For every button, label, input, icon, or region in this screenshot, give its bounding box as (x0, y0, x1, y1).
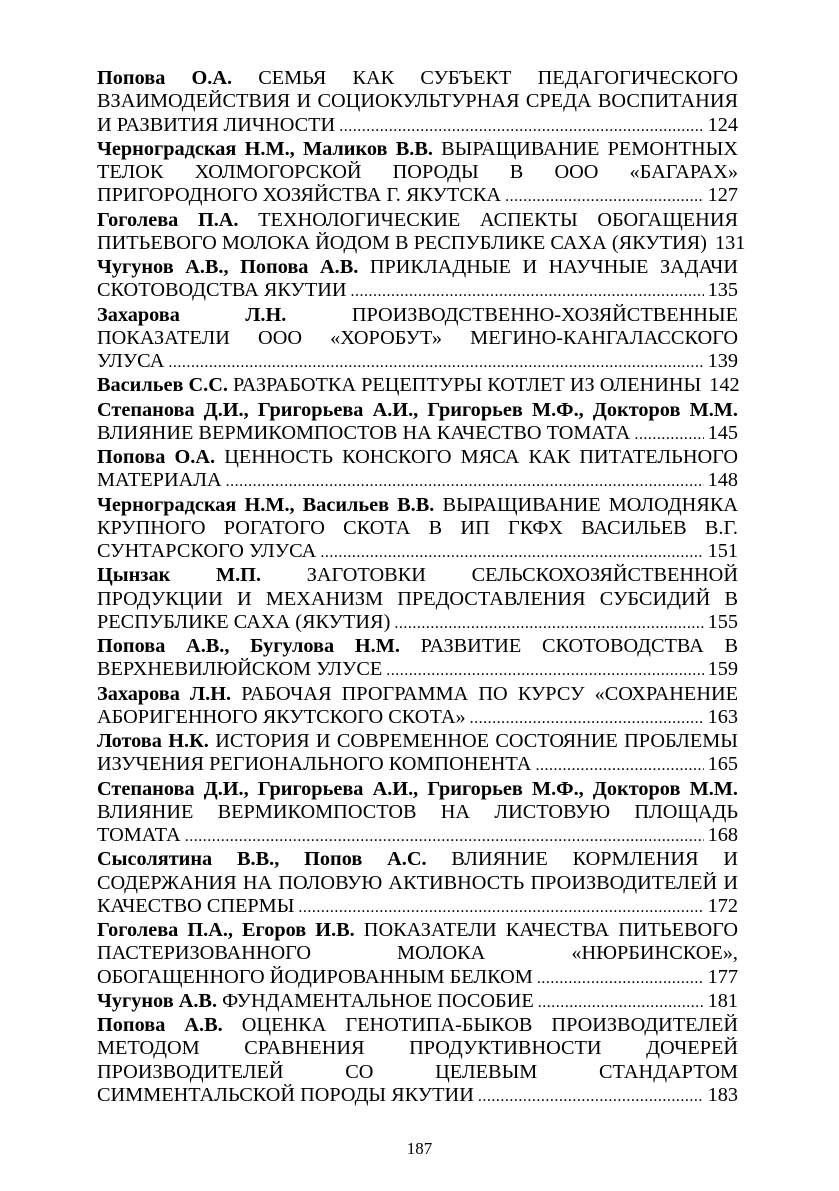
toc-entry-last-line: СИММЕНТАЛЬСКОЙ ПОРОДЫ ЯКУТИИ ..... 183 (97, 1084, 738, 1108)
toc-title-line: Гоголева П.А. ТЕХНОЛОГИЧЕСКИЕ АСПЕКТЫ ОБОГАЩЕНИЯ (97, 208, 738, 231)
toc-entry (97, 256, 738, 304)
toc-entry-last-line: ПРИГОРОДНОГО ХОЗЯЙСТВА Г. ЯКУТСКА ..... 127 (97, 184, 738, 208)
toc-entry-last-line: ИЗУЧЕНИЯ РЕГИОНАЛЬНОГО КОМПОНЕНТА ..... 165 (97, 753, 738, 777)
toc-title-line: Черноградская Н.М., Васильев В.В. ВЫРАЩИВАНИЕ МОЛОДНЯКА (97, 493, 739, 516)
toc-entry-last-line: МАТЕРИАЛА ..... 148 (97, 469, 738, 493)
toc-title-line: Попова А.В. ОЦЕНКА ГЕНОТИПА-БЫКОВ ПРОИЗВОДИТЕЛЕЙ (97, 1014, 738, 1036)
toc-entry-title (97, 730, 738, 753)
toc-entry (97, 494, 738, 565)
toc-entry-last-line: И РАЗВИТИЯ ЛИЧНОСТИ ..... 124 (97, 114, 738, 138)
toc-entry (97, 399, 738, 447)
toc-entry-authors: Черноградская Н.М., Маликов В.В. (97, 137, 433, 160)
toc-entry-authors: Васильев С.С. (97, 374, 228, 397)
toc-entry (97, 446, 738, 494)
toc-entry (97, 67, 738, 138)
toc-entry (97, 564, 738, 635)
toc-entry-last-line: ПИТЬЕВОГО МОЛОКА ЙОДОМ В РЕСПУБЛИКЕ САХА (ЯКУТИЯ) 131 (97, 231, 746, 254)
toc-page-number: 159 (707, 658, 738, 681)
toc-page-number: 172 (707, 894, 738, 917)
toc-title-line: СОДЕРЖАНИЯ НА ПОЛОВУЮ АКТИВНОСТЬ ПРОИЗВОДИТЕЛЕЙ И (97, 871, 738, 894)
table-of-contents (97, 67, 746, 1108)
toc-entry-authors: Попова А.В. (97, 1014, 223, 1036)
toc-title-line: ПОКАЗАТЕЛИ ООО «ХОРОБУТ» МЕГИНО-КАНГАЛАССКОГО (97, 326, 738, 349)
toc-entry (97, 635, 738, 683)
toc-entry-title (97, 209, 738, 232)
toc-entry-title (97, 67, 738, 114)
toc-title-line: ПАСТЕРИЗОВАННОГО МОЛОКА «НЮРБИНСКОЕ», (97, 942, 738, 965)
toc-entry-last-line: ВЕРХНЕВИЛЮЙСКОМ УЛУСЕ ..... 159 (97, 658, 738, 682)
toc-entry (97, 374, 738, 398)
toc-title-line: Захарова Л.Н. ПРОИЗВОДСТВЕННО-ХОЗЯЙСТВЕННЫЕ (97, 303, 738, 326)
toc-entry-last-line: ТОМАТА ..... 168 (97, 824, 738, 848)
toc-entry-last-line: УЛУСА ..... 139 (97, 350, 738, 374)
toc-title-line: Черноградская Н.М., Маликов В.В. ВЫРАЩИВАНИЕ РЕМОНТНЫХ (97, 137, 738, 160)
dot-leader (339, 115, 703, 138)
toc-page-number: 142 (709, 374, 740, 397)
toc-entry (97, 848, 738, 919)
toc-page-number: 177 (707, 965, 738, 988)
toc-page-number: 151 (707, 540, 738, 562)
toc-entry-title (97, 919, 738, 966)
toc-entry-authors: Чугунов А.В., Попова А.В. (97, 256, 359, 278)
toc-entry-authors: Сысолятина В.В., Попов А.С. (97, 848, 427, 871)
toc-page-number: 168 (707, 824, 738, 846)
toc-page-number: 165 (707, 753, 738, 776)
toc-title-line: Степанова Д.И., Григорьева А.И., Григорьев М.Ф., Докторов М.М. ВЛИЯНИЕ ВЕРМИКОМПОСТОВ НА ЛИСТОВУЮ ПЛОЩАДЬ (97, 777, 738, 823)
toc-title-line: Чугунов А.В., Попова А.В. ПРИКЛАДНЫЕ И НАУЧНЫЕ ЗАДАЧИ (97, 256, 738, 278)
dot-leader (538, 991, 704, 1014)
toc-title-line: Попова О.А. ЦЕННОСТЬ КОНСКОГО МЯСА КАК ПИТАТЕЛЬНОГО (97, 446, 738, 468)
toc-title-line: КРУПНОГО РОГАТОГО СКОТА В ИП ГКФХ ВАСИЛЬЕВ В.Г. (97, 516, 738, 539)
page-number: 187 (406, 1139, 433, 1158)
toc-entry (97, 304, 738, 375)
toc-title-line: Захарова Л.Н. РАБОЧАЯ ПРОГРАММА ПО КУРСУ «СОХРАНЕНИЕ (97, 682, 739, 705)
toc-entry-title (97, 138, 738, 185)
toc-entry-authors: Попова А.В., Бугулова Н.М. (97, 635, 400, 657)
toc-entry-title (97, 304, 738, 351)
toc-title-line: Попова О.А. СЕМЬЯ КАК СУБЪЕКТ ПЕДАГОГИЧЕСКОГО (97, 67, 738, 89)
toc-entry (97, 208, 746, 257)
toc-entry-last-line: Чугунов А.В. ФУНДАМЕНТАЛЬНОЕ ПОСОБИЕ ..... 181 (97, 990, 738, 1014)
toc-entry-authors: Чугунов А.В. (97, 989, 218, 1012)
toc-entry-authors: Лотова Н.К. (97, 730, 209, 752)
toc-page-number: 183 (707, 1083, 738, 1106)
toc-page-number: 148 (707, 469, 738, 492)
toc-entry-last-line: ВЛИЯНИЕ ВЕРМИКОМПОСТОВ НА КАЧЕСТВО ТОМАТА ..... 145 (97, 422, 738, 446)
dot-leader (470, 707, 704, 730)
dot-leader (537, 967, 704, 990)
toc-entry-last-line: ОБОГАЩЕННОГО ЙОДИРОВАННЫМ БЕЛКОМ ..... 177 (97, 966, 738, 990)
toc-entry (97, 919, 738, 990)
dot-leader (168, 351, 703, 374)
toc-title-line: МЕТОДОМ СРАВНЕНИЯ ПРОДУКТИВНОСТИ ДОЧЕРЕЙ (97, 1037, 738, 1060)
dot-leader (298, 896, 703, 919)
toc-page-number: 135 (707, 279, 738, 302)
toc-entry (97, 1014, 738, 1108)
toc-entry-authors: Попова О.А. (97, 67, 233, 89)
dot-leader (505, 185, 704, 208)
toc-title-line: Цынзак М.П. ЗАГОТОВКИ СЕЛЬСКОХОЗЯЙСТВЕННОЙ (97, 564, 738, 587)
dot-leader (351, 280, 704, 303)
dot-leader (394, 612, 703, 635)
toc-entry (97, 778, 738, 849)
toc-entry-authors: Захарова Л.Н. (97, 682, 232, 705)
toc-entry-last-line: АБОРИГЕННОГО ЯКУТСКОГО СКОТА» ..... 163 (97, 706, 738, 730)
toc-entry-last-line: Васильев С.С. РАЗРАБОТКА РЕЦЕПТУРЫ КОТЛЕТ ИЗ ОЛЕНИНЫ 142 (97, 374, 740, 397)
toc-entry-last-line: РЕСПУБЛИКЕ САХА (ЯКУТИЯ) ..... 155 (97, 611, 738, 635)
toc-entry-authors: Черноградская Н.М., Васильев В.В. (97, 493, 435, 516)
toc-page-number: 124 (707, 113, 738, 136)
toc-entry-authors: Попова О.А. (97, 446, 216, 468)
toc-title-line: ПРОИЗВОДИТЕЛЕЙ СО ЦЕЛЕВЫМ СТАНДАРТОМ (97, 1060, 738, 1083)
toc-entry-authors: Гоголева П.А., Егоров И.В. (97, 919, 355, 941)
toc-entry (97, 990, 738, 1014)
toc-entry-authors: Гоголева П.А. (97, 208, 239, 231)
toc-page-number: 155 (707, 610, 738, 633)
toc-entry-title (97, 564, 738, 611)
toc-title-line: Попова А.В., Бугулова Н.М. РАЗВИТИЕ СКОТОВОДСТВА В (97, 635, 738, 657)
toc-entry-title (97, 446, 738, 469)
toc-entry (97, 683, 738, 731)
toc-page-number: 163 (707, 705, 738, 728)
dot-leader (320, 541, 703, 564)
toc-entry-title (97, 778, 738, 825)
toc-entry-last-line: СУНТАРСКОГО УЛУСА ..... 151 (97, 540, 738, 564)
toc-title-line: ВЗАИМОДЕЙСТВИЯ И СОЦИОКУЛЬТУРНАЯ СРЕДА ВОСПИТАНИЯ (97, 90, 738, 113)
toc-entry-last-line: КАЧЕСТВО СПЕРМЫ ..... 172 (97, 895, 738, 919)
toc-entry-authors: Степанова Д.И., Григорьева А.И., Григорьев М.Ф., Докторов М.М. (97, 398, 738, 421)
toc-entry-title (97, 635, 738, 658)
toc-title-line: Лотова Н.К. ИСТОРИЯ И СОВРЕМЕННОЕ СОСТОЯНИЕ ПРОБЛЕМЫ (97, 730, 738, 752)
toc-entry (97, 730, 738, 778)
toc-entry (97, 138, 738, 209)
toc-entry-authors: Захарова Л.Н. (97, 303, 287, 326)
toc-page-number: 139 (707, 350, 738, 372)
toc-title-line: ТЕЛОК ХОЛМОГОРСКОЙ ПОРОДЫ В ООО «БАГАРАХ» (97, 161, 738, 183)
toc-entry-title (97, 683, 738, 706)
toc-page-number: 181 (707, 989, 738, 1012)
dot-leader (226, 470, 704, 493)
dot-leader (634, 423, 703, 446)
toc-entry-title (97, 256, 738, 279)
dot-leader (535, 754, 703, 777)
dot-leader (478, 1085, 704, 1108)
toc-title-line: Гоголева П.А., Егоров И.В. ПОКАЗАТЕЛИ КАЧЕСТВА ПИТЬЕВОГО (97, 919, 738, 941)
toc-page-number: 131 (714, 231, 746, 254)
toc-entry-title (97, 1014, 738, 1084)
toc-entry-authors: Цынзак М.П. (97, 564, 262, 587)
toc-page-number: 145 (707, 421, 738, 444)
toc-title-line (97, 399, 738, 422)
toc-entry-authors: Степанова Д.И., Григорьева А.И., Григорьев М.Ф., Докторов М.М. (97, 777, 738, 800)
toc-title-line: ПРОДУКЦИИ И МЕХАНИЗМ ПРЕДОСТАВЛЕНИЯ СУБСИДИЙ В (97, 587, 738, 610)
dot-leader (386, 659, 703, 682)
toc-entry-last-line: СКОТОВОДСТВА ЯКУТИИ ..... 135 (97, 279, 738, 303)
toc-page-number: 127 (707, 184, 738, 207)
toc-entry-title (97, 494, 738, 541)
toc-entry-title (97, 848, 738, 895)
dot-leader (185, 825, 704, 848)
toc-title-line: Сысолятина В.В., Попов А.С. ВЛИЯНИЕ КОРМЛЕНИЯ И (97, 848, 738, 871)
